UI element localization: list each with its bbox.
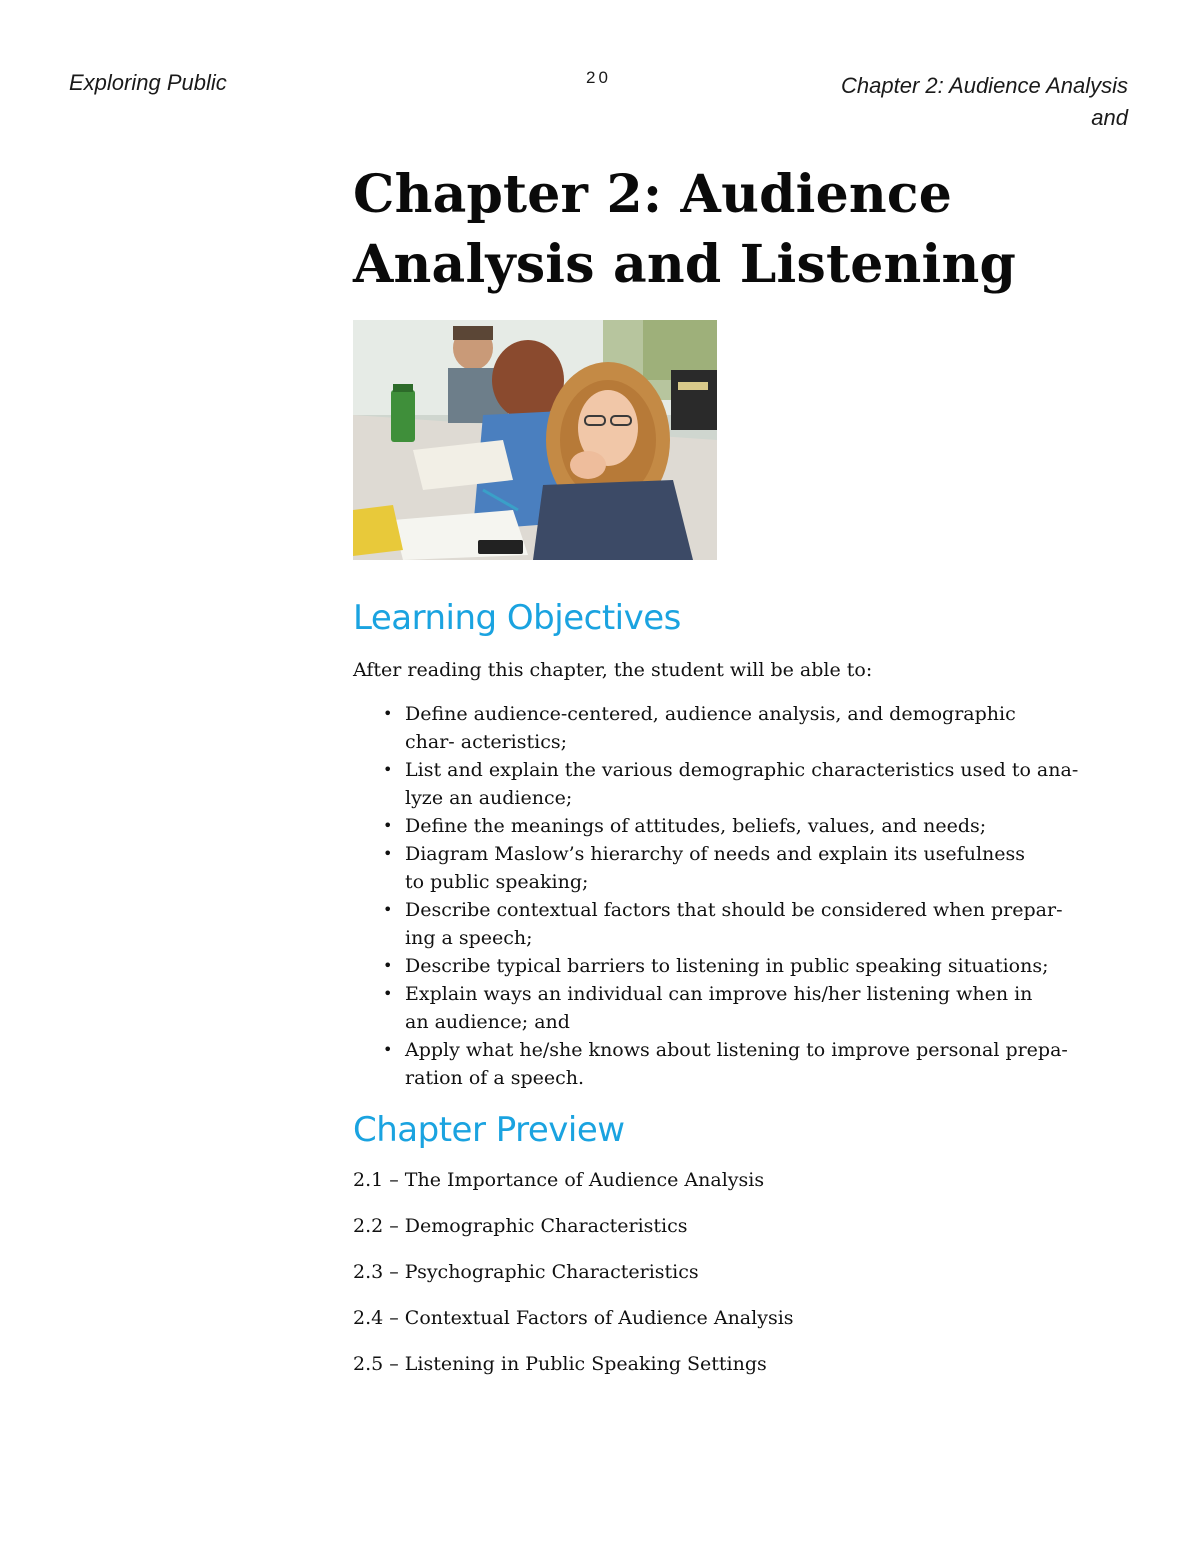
running-header-left: Exploring Public	[69, 70, 227, 95]
chapter-preview-item: 2.5 – Listening in Public Speaking Settings	[353, 1353, 767, 1375]
list-item: • Diagram Maslow’s hierarchy of needs and explain its usefulness to public speaking;	[405, 840, 1133, 896]
chapter-preview-item: 2.2 – Demographic Characteristics	[353, 1215, 688, 1237]
bullet-icon: •	[383, 760, 393, 779]
page-number: 20	[586, 68, 611, 87]
bullet-icon: •	[383, 984, 393, 1003]
list-item: • Define audience-centered, audience analysis, and demographic char- acteristics;	[405, 700, 1133, 756]
page-content	[353, 160, 1133, 1396]
list-item: • Apply what he/she knows about listening to improve personal prepa- ration of a speech.	[405, 1036, 1133, 1092]
learning-objectives-heading: Learning Objectives	[353, 598, 681, 638]
learning-objectives-intro: After reading this chapter, the student will be able to:	[353, 659, 873, 681]
running-header-right-line2: and	[1091, 105, 1128, 130]
running-header-right	[728, 70, 1128, 134]
list-item: • List and explain the various demographic characteristics used to ana- lyze an audience;	[405, 756, 1133, 812]
list-item: • Explain ways an individual can improve his/her listening when in an audience; and	[405, 980, 1133, 1036]
classroom-photo	[353, 320, 717, 560]
chapter-preview-heading: Chapter Preview	[353, 1110, 625, 1150]
bullet-icon: •	[383, 956, 393, 975]
chapter-preview-item: 2.1 – The Importance of Audience Analysis	[353, 1169, 765, 1191]
chapter-title-line2: Analysis and Listening	[353, 234, 1017, 295]
chapter-preview-list	[353, 1166, 1133, 1378]
list-item: • Describe contextual factors that should be considered when prepar- ing a speech;	[405, 896, 1133, 952]
bullet-icon: •	[383, 900, 393, 919]
list-item: • Define the meanings of attitudes, beliefs, values, and needs;	[405, 812, 1133, 840]
bullet-icon: •	[383, 704, 393, 723]
learning-objectives-list	[353, 700, 1133, 1092]
chapter-title-line1: Chapter 2: Audience	[353, 164, 953, 225]
bullet-icon: •	[383, 844, 393, 863]
chapter-title	[353, 160, 1133, 300]
list-item: • Describe typical barriers to listening in public speaking situations;	[405, 952, 1133, 980]
bullet-icon: •	[383, 1040, 393, 1059]
chapter-preview-item: 2.3 – Psychographic Characteristics	[353, 1261, 699, 1283]
bullet-icon: •	[383, 816, 393, 835]
chapter-preview-item: 2.4 – Contextual Factors of Audience Analysis	[353, 1307, 794, 1329]
running-header-right-line1: Chapter 2: Audience Analysis	[841, 73, 1128, 98]
